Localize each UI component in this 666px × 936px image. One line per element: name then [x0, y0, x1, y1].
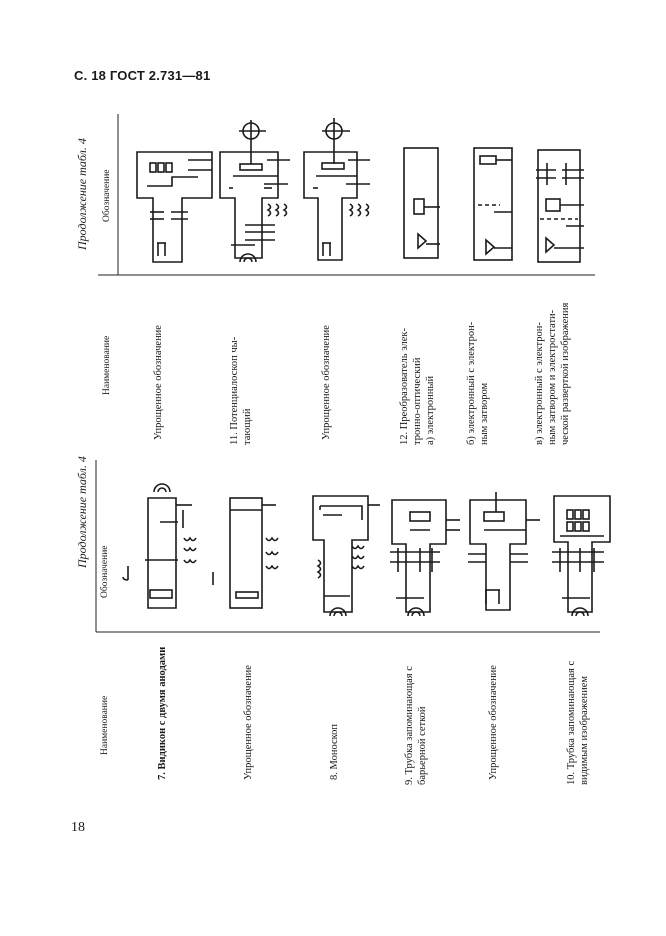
row-name: Упрощенное обозначение — [321, 325, 332, 440]
row-name: в) электронный с электрон- ным затвором и электростати- ческой разверткой изображения — [534, 302, 571, 445]
row-name: б) электронный с электрон- ным затвором — [466, 321, 490, 445]
column-header-name: Наименование — [100, 695, 110, 755]
continuation-label: Продолжение табл. 4 — [75, 456, 89, 568]
row-name: 7. Видикон с двумя анодами — [157, 646, 168, 780]
row-name: Упрощенное обозначение — [488, 665, 499, 780]
row-name: 11. Потенциалоскоп чы- тающий — [229, 336, 253, 445]
vidicon-symbol-l2 — [213, 498, 278, 608]
tube-symbol-r1 — [137, 152, 212, 262]
row-name: 12. Преобразователь элек- тронно-оптический а) электронный — [399, 327, 436, 445]
continuation-label: Продолжение табл. 4 — [75, 138, 89, 250]
row-name: 10. Трубка запоминающая с видимым изображением — [566, 660, 590, 785]
row-name: 9. Трубка запоминающая с барьерной сеткой — [404, 666, 428, 785]
column-header-symbol: Обозначение — [102, 169, 112, 222]
converter-symbol-b — [474, 148, 512, 260]
vidicon-symbol-l1 — [123, 484, 196, 608]
storage-tube-symbol-l4 — [390, 500, 460, 616]
page-header: С. 18 ГОСТ 2.731—81 — [74, 68, 211, 83]
row-name: Упрощенное обозначение — [243, 665, 254, 780]
storage-tube-symbol-l6 — [552, 496, 610, 616]
monoscope-symbol — [313, 496, 380, 616]
column-header-name: Наименование — [102, 335, 112, 395]
converter-symbol-a — [404, 148, 440, 258]
column-header-symbol: Обозначение — [100, 545, 110, 598]
tube-symbol-r2 — [220, 120, 290, 262]
tube-symbol-r3 — [304, 118, 370, 260]
row-name: 8. Моноскоп — [329, 723, 340, 780]
row-name: Упрощенное обозначение — [153, 325, 164, 440]
converter-symbol-c — [536, 150, 584, 262]
page-number: 18 — [71, 820, 85, 835]
storage-tube-symbol-l5 — [468, 492, 540, 610]
